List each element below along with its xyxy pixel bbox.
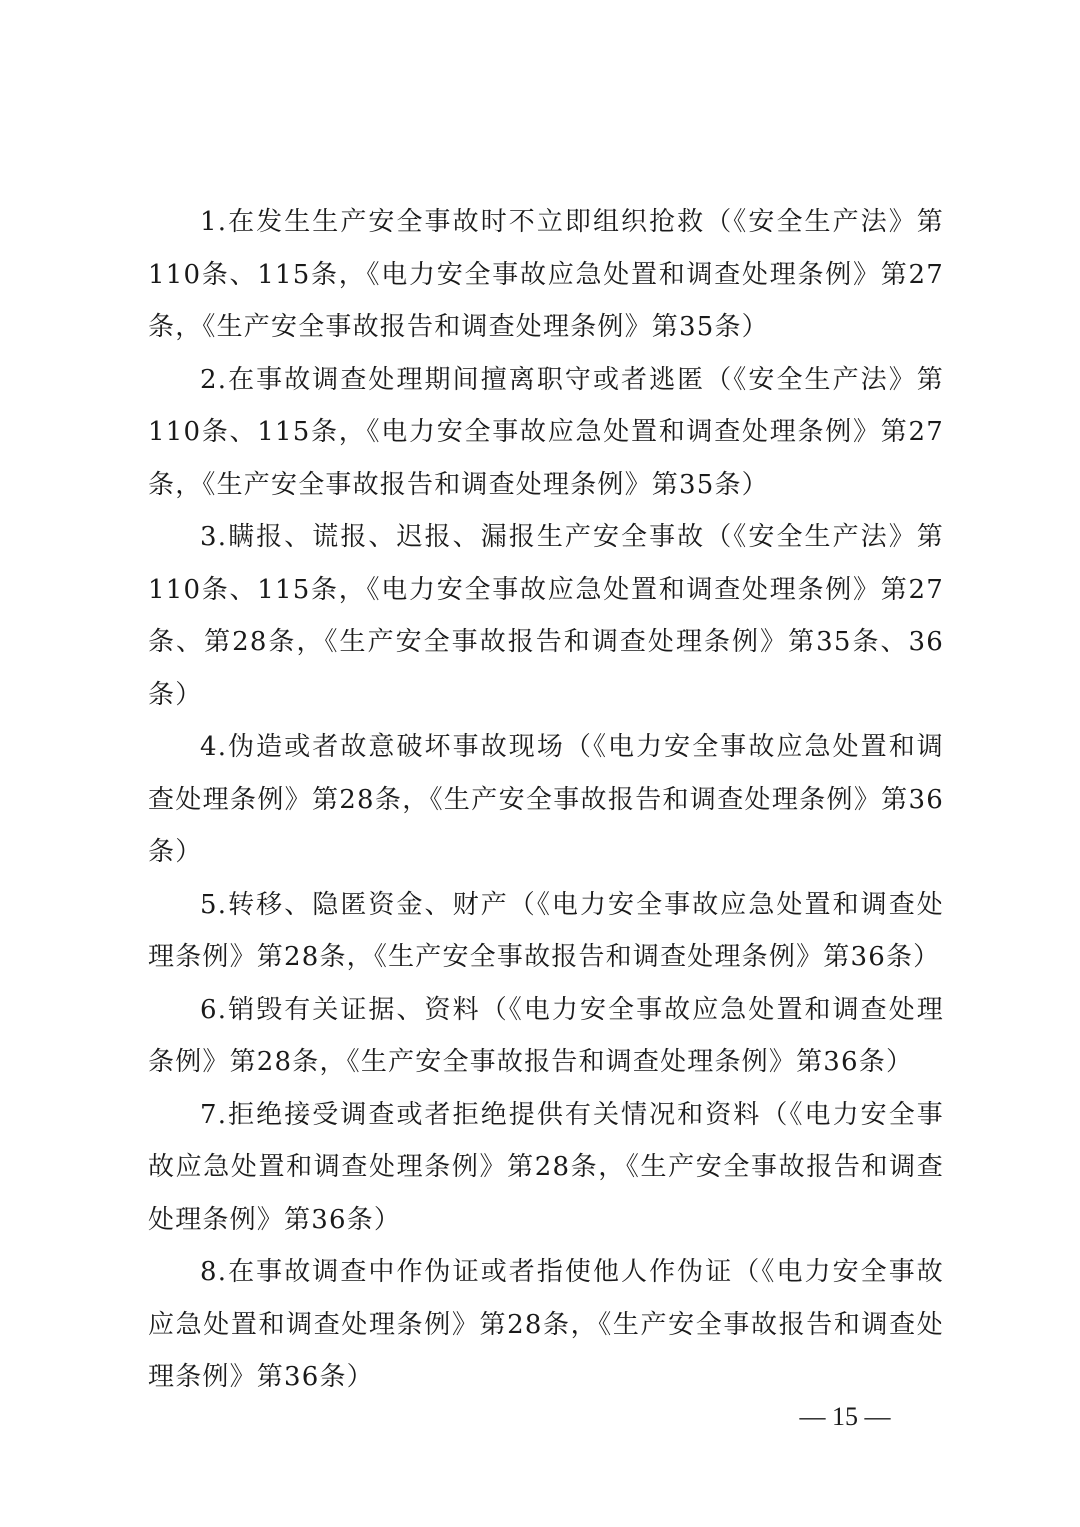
body-text <box>148 196 944 1404</box>
list-item: 4.伪造或者故意破坏事故现场（《电力安全事故应急处置和调查处理条例》第28条，《生产安全事故报告和调查处理条例》第36条） <box>148 732 944 867</box>
list-item: 3.瞒报、谎报、迟报、漏报生产安全事故（《安全生产法》第110条、115条，《电力安全事故应急处置和调查处理条例》第27条、第28条，《生产安全事故报告和调查处理条例》第35条、36条） <box>148 522 944 710</box>
list-item: 7.拒绝接受调查或者拒绝提供有关情况和资料（《电力安全事故应急处置和调查处理条例》第28条，《生产安全事故报告和调查处理条例》第36条） <box>148 1099 944 1235</box>
list-item: 5.转移、隐匿资金、财产（《电力安全事故应急处置和调查处理条例》第28条，《生产安全事故报告和调查处理条例》第36条） <box>148 889 944 972</box>
list-item: 1.在发生生产安全事故时不立即组织抢救（《安全生产法》第110条、115条，《电力安全事故应急处置和调查处理条例》第27条，《生产安全事故报告和调查处理条例》第35条） <box>148 207 944 342</box>
list-item: 2.在事故调查处理期间擅离职守或者逃匿（《安全生产法》第110条、115条，《电力安全事故应急处置和调查处理条例》第27条，《生产安全事故报告和调查处理条例》第35条） <box>148 364 944 500</box>
page-number: — 15 — <box>799 1402 891 1431</box>
list-item: 6.销毁有关证据、资料（《电力安全事故应急处置和调查处理条例》第28条，《生产安全事故报告和调查处理条例》第36条） <box>148 994 944 1077</box>
list-item: 8.在事故调查中作伪证或者指使他人作伪证（《电力安全事故应急处置和调查处理条例》第28条，《生产安全事故报告和调查处理条例》第36条） <box>148 1257 944 1392</box>
